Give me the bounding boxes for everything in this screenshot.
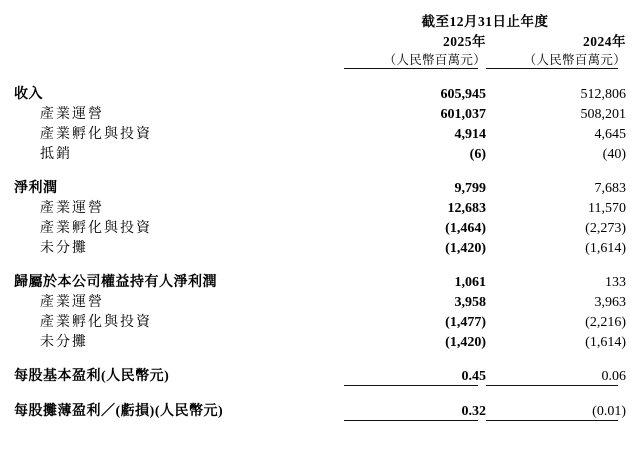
row-value-diluted-eps-2025: 0.32 [461, 404, 486, 419]
spacer [14, 351, 626, 365]
row-value-net-profit-operations-2024: 11,570 [588, 201, 626, 216]
row-label-attributable-profit: 歸屬於本公司權益持有人淨利潤 [14, 275, 217, 290]
row-value-net-profit-incubation-2025: (1,464) [445, 221, 486, 236]
row-label-revenue-elimination: 抵銷 [40, 147, 72, 162]
header-period-row [14, 10, 626, 30]
table-row [14, 217, 626, 237]
table-row [14, 271, 626, 291]
header-blank-cell-2 [14, 30, 344, 50]
table-row [14, 311, 626, 331]
table-row [14, 400, 626, 420]
row-label-attributable-incubation: 產業孵化與投資 [40, 315, 152, 330]
row-value-attributable-operations-2025: 3,958 [454, 295, 486, 310]
diluted-eps-rule-2025 [344, 420, 486, 421]
spacer [14, 69, 626, 83]
table-row [14, 197, 626, 217]
row-label-net-profit: 淨利潤 [14, 181, 58, 196]
row-value-revenue-incubation-2025: 4,914 [454, 127, 486, 142]
row-label-diluted-eps: 每股攤薄盈利／(虧損)(人民幣元) [14, 404, 224, 419]
row-label-revenue-incubation: 產業孵化與投資 [40, 127, 152, 142]
table-row [14, 143, 626, 163]
table-row [14, 291, 626, 311]
row-value-revenue-elimination-2024: (40) [602, 147, 626, 162]
header-year-2024: 2024年 [583, 34, 626, 49]
row-value-net-profit-2025: 9,799 [454, 181, 486, 196]
row-value-net-profit-incubation-2024: (2,273) [585, 221, 626, 236]
row-label-attributable-unallocated: 未分攤 [40, 335, 88, 350]
spacer [14, 257, 626, 271]
row-value-revenue-incubation-2024: 4,645 [594, 127, 626, 142]
row-value-revenue-operations-2025: 601,037 [440, 107, 486, 122]
row-value-basic-eps-2025: 0.45 [461, 369, 486, 384]
header-year-row [14, 30, 626, 50]
diluted-eps-rule-2024 [486, 420, 626, 421]
segment-results-table [14, 10, 626, 421]
diluted-eps-rule-blank [14, 420, 344, 421]
spacer [14, 386, 626, 400]
row-label-net-profit-unallocated: 未分攤 [40, 241, 88, 256]
row-label-basic-eps: 每股基本盈利(人民幣元) [14, 369, 170, 384]
header-unit-2025: （人民幣百萬元） [383, 53, 486, 67]
table-row [14, 123, 626, 143]
table-row [14, 83, 626, 103]
row-value-attributable-profit-2025: 1,061 [454, 275, 486, 290]
row-label-revenue-operations: 產業運營 [40, 107, 104, 122]
row-label-revenue: 收入 [14, 87, 43, 102]
header-blank-cell-3 [14, 50, 344, 68]
header-unit-row [14, 50, 626, 68]
row-label-attributable-operations: 產業運營 [40, 295, 104, 310]
row-value-attributable-operations-2024: 3,963 [594, 295, 626, 310]
row-value-attributable-incubation-2024: (2,216) [585, 315, 626, 330]
spacer [14, 163, 626, 177]
row-value-attributable-profit-2024: 133 [605, 275, 626, 290]
table-row [14, 331, 626, 351]
header-year-2025: 2025年 [443, 34, 486, 49]
table-row [14, 177, 626, 197]
table-row [14, 237, 626, 257]
row-value-net-profit-operations-2025: 12,683 [447, 201, 486, 216]
header-unit-2024: （人民幣百萬元） [523, 53, 626, 67]
row-value-attributable-unallocated-2024: (1,614) [585, 335, 626, 350]
table-row [14, 365, 626, 385]
row-value-revenue-operations-2024: 508,201 [580, 107, 626, 122]
row-label-net-profit-incubation: 產業孵化與投資 [40, 221, 152, 236]
row-value-revenue-2025: 605,945 [440, 87, 486, 102]
header-blank-cell [14, 10, 344, 30]
row-value-basic-eps-2024: 0.06 [601, 369, 626, 384]
row-value-net-profit-unallocated-2024: (1,614) [585, 241, 626, 256]
table-row [14, 103, 626, 123]
row-value-revenue-elimination-2025: (6) [469, 147, 486, 162]
row-value-diluted-eps-2024: (0.01) [592, 404, 626, 419]
row-value-net-profit-2024: 7,683 [594, 181, 626, 196]
diluted-eps-rule-row [14, 420, 626, 421]
row-value-revenue-2024: 512,806 [580, 87, 626, 102]
row-value-attributable-unallocated-2025: (1,420) [445, 335, 486, 350]
row-value-attributable-incubation-2025: (1,477) [445, 315, 486, 330]
row-label-net-profit-operations: 產業運營 [40, 201, 104, 216]
row-value-net-profit-unallocated-2025: (1,420) [445, 241, 486, 256]
header-period-label: 截至12月31日止年度 [421, 14, 549, 29]
